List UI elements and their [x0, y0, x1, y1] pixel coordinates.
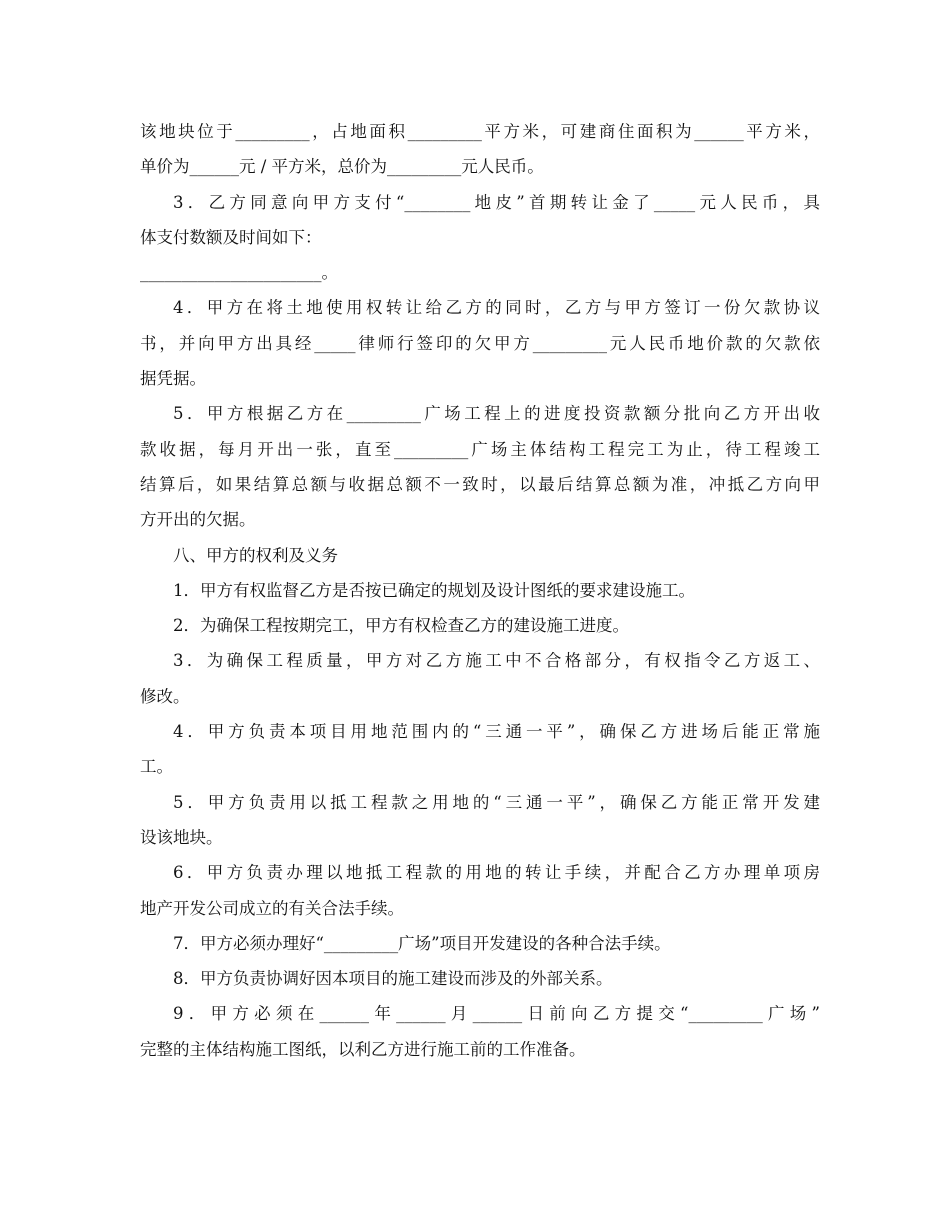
clause-4-line-3: 据凭据。	[140, 369, 206, 389]
payment-blank-line: ______________________。	[140, 263, 338, 283]
clause-5-line-1: 5．甲方根据乙方在_________广场工程上的进度投资款额分批向乙方开出收	[173, 404, 820, 424]
section-heading: 八、甲方的权利及义务	[173, 545, 338, 565]
right-5-line-2: 设该地块。	[140, 827, 223, 847]
clause-5-line-4: 方开出的欠据。	[140, 510, 256, 530]
right-1-line: 1．甲方有权监督乙方是否按已确定的规划及设计图纸的要求建设施工。	[173, 580, 695, 600]
text-line-1: 该地块位于_________，占地面积_________平方米，可建商住面积为______平方米，	[140, 122, 820, 141]
right-3-line-2: 修改。	[140, 686, 190, 706]
clause-3-line-1: 3．乙方同意向甲方支付“________地皮”首期转让金了_____元人民币，具	[173, 192, 820, 212]
right-5-line-1: 5．甲方负责用以抵工程款之用地的“三通一平”，确保乙方能正常开发建	[173, 792, 820, 812]
clause-5-line-2: 款收据，每月开出一张，直至_________广场主体结构工程完工为止，待工程竣工	[140, 439, 820, 459]
right-8-line: 8．甲方负责协调好因本项目的施工建设而涉及的外部关系。	[173, 969, 613, 989]
right-7-line: 7．甲方必须办理好“_________广场”项目开发建设的各种合法手续。	[173, 933, 671, 953]
clause-4-line-1: 4．甲方在将土地使用权转让给乙方的同时，乙方与甲方签订一份欠款协议	[173, 298, 820, 318]
right-9-line-1: 9．甲方必须在______年______月______日前向乙方提交“_________广场”	[173, 1004, 820, 1024]
right-6-line-1: 6．甲方负责办理以地抵工程款的用地的转让手续，并配合乙方办理单项房	[173, 863, 820, 883]
right-2-line: 2．为确保工程按期完工，甲方有权检查乙方的建设施工进度。	[173, 616, 629, 636]
right-3-line-1: 3．为确保工程质量，甲方对乙方施工中不合格部分，有权指令乙方返工、	[173, 651, 820, 671]
right-6-line-2: 地产开发公司成立的有关合法手续。	[140, 898, 404, 918]
document-body	[140, 114, 820, 1067]
clause-3-line-2: 体支付数额及时间如下：	[140, 227, 322, 247]
clause-5-line-3: 结算后，如果结算总额与收据总额不一致时，以最后结算总额为准，冲抵乙方向甲	[140, 474, 820, 494]
clause-4-line-2: 书，并向甲方出具经_____律师行签印的欠甲方_________元人民币地价款的欠款依	[140, 333, 820, 353]
right-9-line-2: 完整的主体结构施工图纸，以利乙方进行施工前的工作准备。	[140, 1039, 586, 1059]
right-4-line-2: 工。	[140, 757, 173, 777]
right-4-line-1: 4．甲方负责本项目用地范围内的“三通一平”，确保乙方进场后能正常施	[173, 722, 820, 742]
text-line-2: 单价为______元 / 平方米，总价为_________元人民币。	[140, 157, 544, 177]
